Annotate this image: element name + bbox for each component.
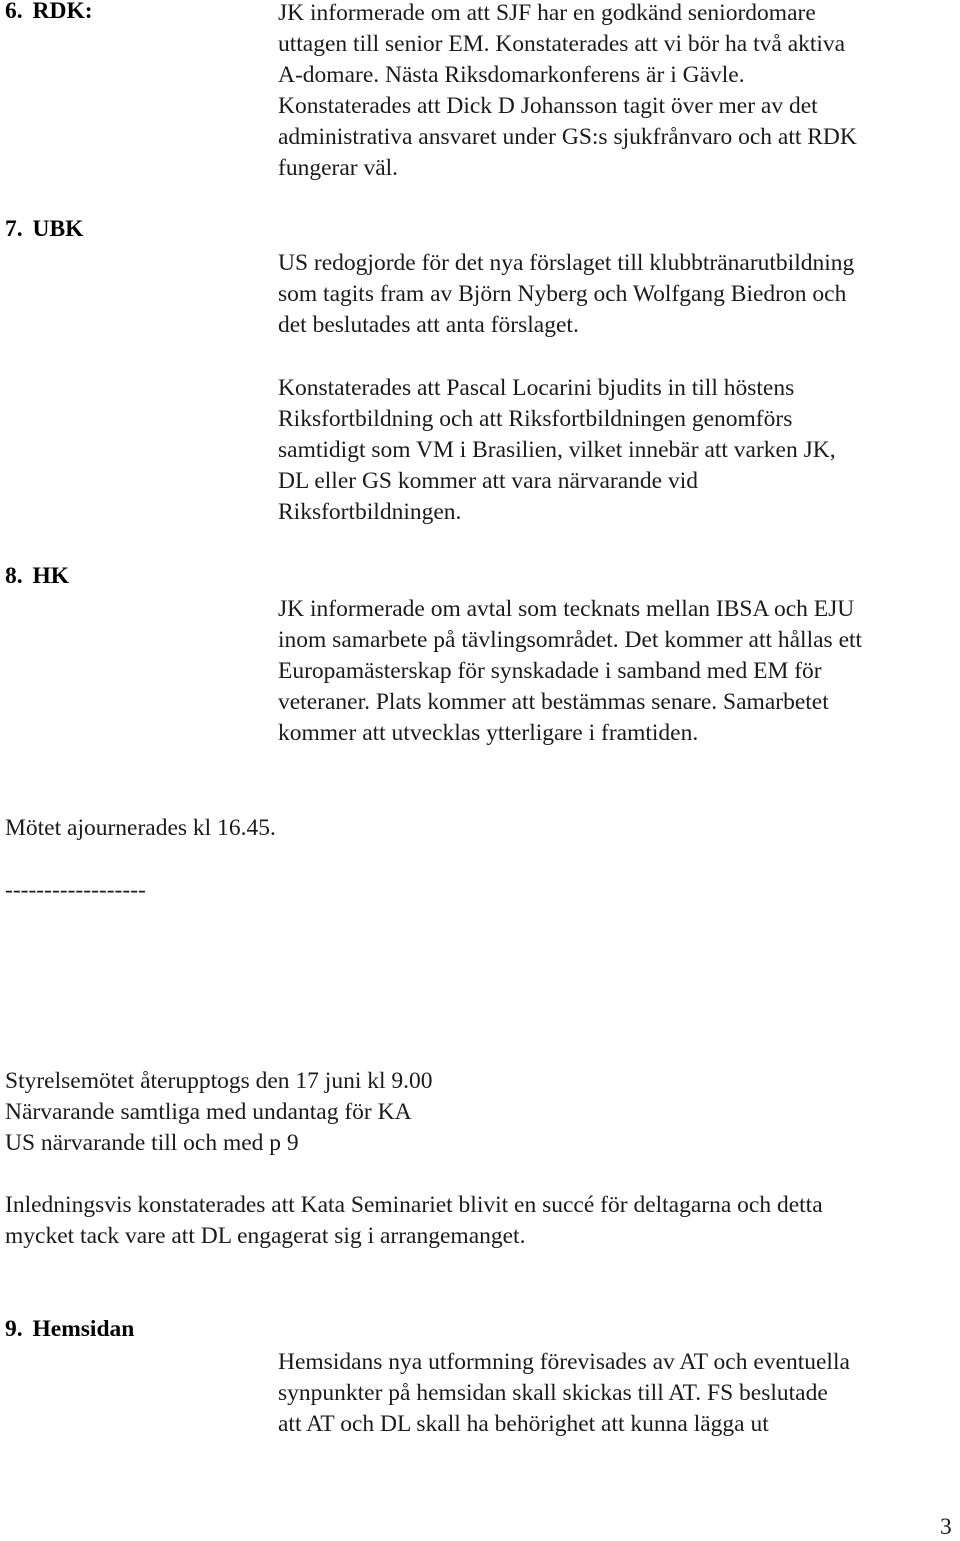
adjourn-text: Mötet ajournerades kl 16.45. — [5, 815, 276, 841]
text-line: det beslutades att anta förslaget. — [278, 312, 579, 338]
text-line: synpunkter på hemsidan skall skickas till AT. FS beslutade — [278, 1380, 828, 1406]
hemsidan-paragraph — [278, 1347, 850, 1440]
text-line: Konstaterades att Dick D Johansson tagit över mer av det — [278, 93, 818, 119]
text-line: som tagits fram av Björn Nyberg och Wolfgang Biedron och — [278, 281, 847, 307]
hk-paragraph — [278, 594, 862, 749]
ubk-paragraph-2 — [278, 373, 836, 528]
text-line: JK informerade om att SJF har en godkänd seniordomare — [278, 0, 816, 26]
text-line: A-domare. Nästa Riksdomarkonferens är i Gävle. — [278, 62, 745, 88]
text-line: samtidigt som VM i Brasilien, vilket innebär att varken JK, — [278, 437, 836, 463]
section-number: 8. — [5, 563, 23, 589]
text-line: uttagen till senior EM. Konstaterades att vi bör ha två aktiva — [278, 31, 846, 57]
section-title: RDK: — [32, 0, 93, 24]
rdk-paragraph — [278, 0, 857, 184]
text-line: Europamästerskap för synskadade i samband med EM för — [278, 658, 822, 684]
text-line: mycket tack vare att DL engagerat sig i arrangemanget. — [5, 1223, 526, 1249]
text-line: Riksfortbildningen. — [278, 499, 462, 525]
section-title: UBK — [32, 216, 84, 242]
text-line: Konstaterades att Pascal Locarini bjudits in till höstens — [278, 375, 795, 401]
text-line: Styrelsemötet återupptogs den 17 juni kl 9.00 — [5, 1068, 433, 1094]
page-number: 3 — [940, 1514, 952, 1540]
section-number: 6. — [5, 0, 23, 24]
text-line: inom samarbete på tävlingsområdet. Det kommer att hållas ett — [278, 627, 863, 653]
text-line: veteraner. Plats kommer att bestämmas senare. Samarbetet — [278, 689, 829, 715]
section-heading-hemsidan — [5, 1316, 134, 1343]
text-line: Närvarande samtliga med undantag för KA — [5, 1099, 412, 1125]
section-heading-rdk — [5, 0, 93, 25]
intro-paragraph — [5, 1190, 823, 1252]
text-line: Riksfortbildning och att Riksfortbildningen genomförs — [278, 406, 793, 432]
text-line: fungerar väl. — [278, 155, 399, 181]
separator-line: ------------------ — [5, 877, 146, 903]
text-line: kommer att utvecklas ytterligare i framtiden. — [278, 720, 699, 746]
text-line: att AT och DL skall ha behörighet att kunna lägga ut — [278, 1411, 769, 1437]
text-line: US redogjorde för det nya förslaget till klubbtränarutbildning — [278, 250, 855, 276]
resume-block — [5, 1066, 433, 1159]
ubk-paragraph-1 — [278, 248, 854, 341]
text-line: JK informerade om avtal som tecknats mellan IBSA och EJU — [278, 596, 855, 622]
section-title: HK — [32, 563, 70, 589]
text-line: Hemsidans nya utformning förevisades av AT och eventuella — [278, 1349, 850, 1375]
section-heading-ubk — [5, 216, 83, 243]
section-number: 9. — [5, 1316, 23, 1342]
section-heading-hk — [5, 563, 69, 590]
text-line: DL eller GS kommer att vara närvarande vid — [278, 468, 699, 494]
section-title: Hemsidan — [32, 1316, 135, 1342]
text-line: US närvarande till och med p 9 — [5, 1130, 299, 1156]
text-line: administrativa ansvaret under GS:s sjukfrånvaro och att RDK — [278, 124, 857, 150]
text-line: Inledningsvis konstaterades att Kata Seminariet blivit en succé för deltagarna och detta — [5, 1192, 823, 1218]
section-number: 7. — [5, 216, 23, 242]
